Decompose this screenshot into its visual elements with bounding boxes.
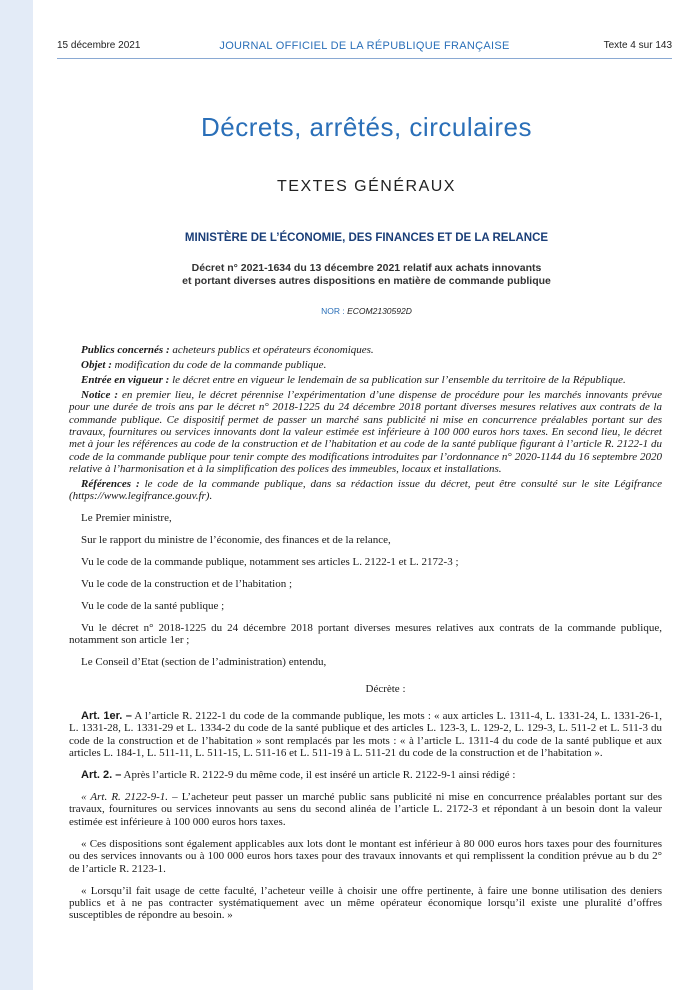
decree-title: [73, 262, 660, 288]
decree-title-line-2: et portant diverses autres dispositions en matière de commande publique: [182, 275, 551, 287]
rapport: Sur le rapport du ministre de l’économie, des finances et de la relance,: [81, 534, 391, 547]
article-2-quote-2: « Ces dispositions sont également applicables aux lots dont le montant est inférieur à 80 000 euros hors taxes pour des fournitures ou des services innovants ou à 100 000 euros hors taxes pour des travaux innovants et qui remplissent la condition prévue au b du 2° de l’article R. 2123-1.: [69, 837, 662, 875]
ministry-name: MINISTÈRE DE L’ÉCONOMIE, DES FINANCES ET DE LA RELANCE: [184, 232, 549, 244]
entree-text: le décret entre en vigueur le lendemain de sa publication sur l’ensemble du territoire de la République.: [172, 373, 626, 386]
publics-concernes: [69, 344, 662, 356]
article-2-quote-3: « Lorsqu’il fait usage de cette faculté, l’acheteur veille à choisir une offre pertinente, à faire une bonne utilisation des deniers publics et à ne pas contracter systématiquement avec un même opérateur économique lorsqu’il existe une pluralité d’offres susceptibles de répondre au besoin. »: [69, 884, 662, 922]
objet: [69, 359, 662, 371]
article-2: [69, 769, 662, 781]
header-text-count: Texte 4 sur 143: [603, 40, 672, 51]
conseil-etat: Le Conseil d’Etat (section de l’administration) entendu,: [81, 656, 327, 669]
header-date: 15 décembre 2021: [57, 40, 141, 51]
article-2-quote-1: [69, 791, 662, 828]
header-divider: [57, 58, 672, 59]
references-text: le code de la commande publique, dans sa rédaction issue du décret, peut être consulté sur le site Légifrance (https://www.legifrance.gouv.fr).: [69, 478, 662, 503]
objet-text: modification du code de la commande publique.: [114, 358, 327, 371]
decrete: Décrète :: [365, 683, 406, 696]
publics-label: Publics concernés :: [81, 344, 170, 356]
article-2-quote-1-text: L’acheteur peut passer un marché public sans publicité ni mise en concurrence préalables portant sur des travaux, fournitures ou services innovants au sens du second alinéa de l’article L. 2172-3 et répondant à un besoin dont la valeur estimée est inférieure à 100 000 euros hors taxes.: [69, 791, 662, 828]
vu-code-sante: Vu le code de la santé publique ;: [81, 600, 225, 612]
journal-page: [33, 0, 700, 990]
entree-label: Entrée en vigueur :: [81, 373, 170, 386]
decree-body: [69, 344, 662, 924]
nor-value: ECOM2130592D: [347, 306, 412, 316]
notice-label: Notice :: [81, 388, 118, 401]
article-1-label: Art. 1er. –: [81, 710, 132, 723]
article-2-text: Après l’article R. 2122-9 du même code, il est inséré un article R. 2122-9-1 ainsi rédigé :: [123, 769, 516, 782]
header-journal-title: JOURNAL OFFICIEL DE LA RÉPUBLIQUE FRANÇAISE: [219, 40, 510, 52]
article-2-label: Art. 2. –: [81, 769, 122, 782]
notice-text: en premier lieu, le décret pérennise l’expérimentation d’une dispense de procédure pour les marchés innovants prévue pour une durée de trois ans par le décret n° 2018-1225 du 24 décembre 2018 portant diverses mesures relatives aux contrats de la commande publique. Ce dispositif permet de passer un marché sans publicité ni mise en concurrence préalables portant sur des travaux, fournitures ou services innovants dont la valeur estimée est inférieure à 100 000 euros hors taxes. En second lieu, le décret met à jour les références au code de la construction et de l’habitation et au code de la santé publique figurant à l’article R. 2122-1 du code de la commande publique pour tenir compte des modifications introduites par l’ordonnance n° 2020-1144 du 16 septembre 2020 relative à l’harmonisation et à la simplification des polices des immeubles, locaux et installations.: [69, 388, 663, 476]
article-r2122-9-1-label: « Art. R. 2122-9-1. –: [81, 791, 178, 804]
section-title: Décrets, arrêtés, circulaires: [201, 112, 532, 142]
references-label: Références :: [81, 478, 140, 491]
vu-code-commande: Vu le code de la commande publique, notamment ses articles L. 2122-1 et L. 2172-3 ;: [81, 556, 459, 569]
entree-en-vigueur: [69, 374, 662, 386]
vu-code-construction: Vu le code de la construction et de l’habitation ;: [81, 578, 293, 591]
publics-text: acheteurs publics et opérateurs économiques.: [172, 344, 374, 356]
objet-label: Objet :: [81, 358, 112, 371]
decree-title-line-1: Décret n° 2021-1634 du 13 décembre 2021 relatif aux achats innovants: [191, 262, 542, 274]
article-1-text: A l’article R. 2122-1 du code de la commande publique, les mots : « aux articles L. 1311-4, L. 1331-24, L. 1331-26-1, L. 1331-28, L. 1331-29 et L. 1334-2 du code de la santé publique et des articles L. 123-3, L. 129-2, L. 129-3, L. 511-2 et L. 511-3 du code de la construction et de l’habitation » sont remplacés par les mots : « à l’article L. 1311-4 du code de la santé publique et aux articles L. 184-1, L. 511-11, L. 511-15, L. 511-16 et L. 511-19 à L. 511-21 du code de la construction et de l’habitation ».: [69, 710, 662, 760]
nor-reference: [33, 306, 700, 316]
nor-label: NOR :: [321, 306, 345, 316]
article-1: [69, 710, 662, 760]
references: [69, 478, 662, 503]
page-header: [57, 40, 672, 56]
premier-ministre: Le Premier ministre,: [81, 512, 172, 525]
left-margin-bar: [0, 0, 33, 990]
notice: [69, 389, 662, 476]
vu-decret: Vu le décret n° 2018-1225 du 24 décembre 2018 portant diverses mesures relatives aux contrats de la commande publique, notamment son article 1er ;: [69, 621, 662, 647]
subsection-title: TEXTES GÉNÉRAUX: [277, 178, 456, 195]
